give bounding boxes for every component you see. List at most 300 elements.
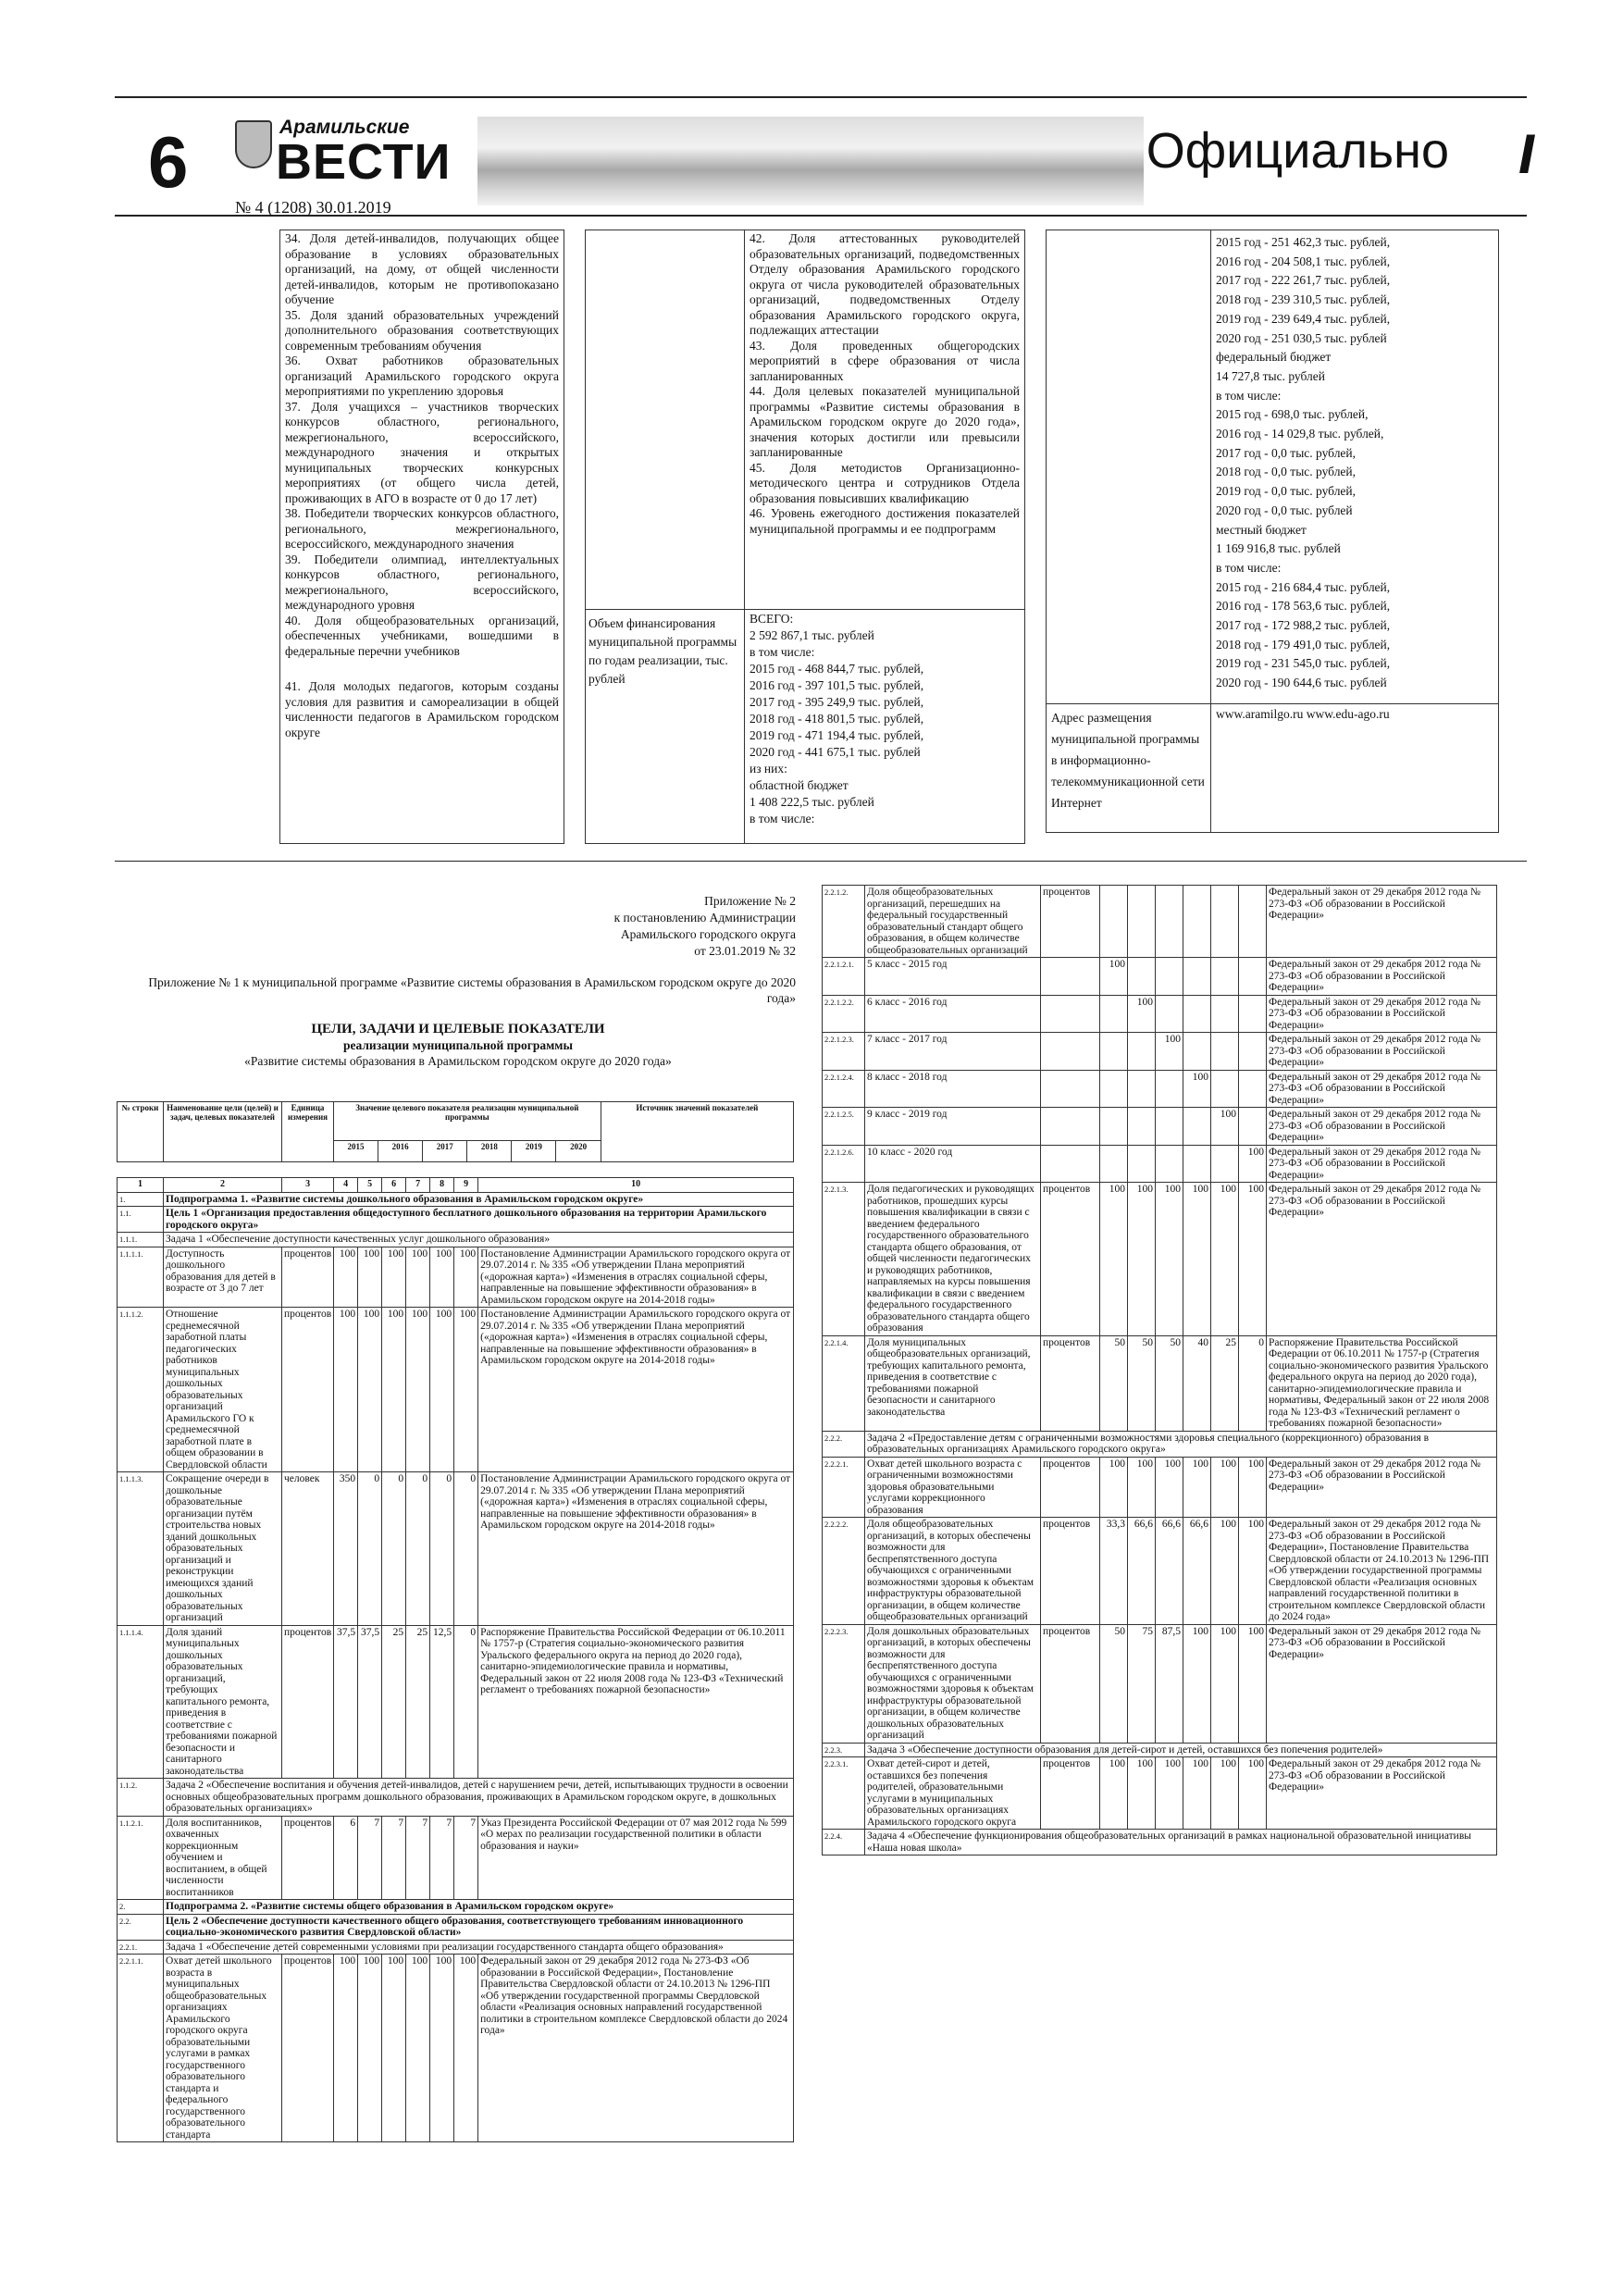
value-2020: 100 <box>454 1247 478 1308</box>
value-2017: 0 <box>382 1472 406 1626</box>
table-row <box>823 1624 1497 1743</box>
row-number: 2. <box>118 1900 164 1915</box>
value-2019 <box>1211 1145 1239 1183</box>
col-number: 10 <box>478 1178 794 1193</box>
value-2016 <box>1128 1108 1156 1146</box>
unit: процентов <box>1041 1183 1100 1336</box>
table-num-row <box>118 1178 794 1193</box>
section-title: Официально <box>1146 123 1449 179</box>
table-row <box>118 1900 794 1915</box>
indicator-name: Доля общеобразовательных организаций, в которых обеспечены возможности для беспрепятственного доступа обучающихся с ограниченными возможностями здоровья к объектам инфраструктуры образовательной организации, в общем количестве общеобразовательных организаций <box>865 1518 1041 1625</box>
indicator-name: Отношение среднемесячной заработной платы педагогических работников муниципальных дошкольных образовательных организаций Арамильского ГО к среднемесячной заработной плате в общем образовании в Свердловской области <box>164 1308 282 1472</box>
finance-line: 2017 год - 395 249,9 тыс. рублей, <box>750 695 924 709</box>
value-2016: 100 <box>358 1955 382 2142</box>
middle-rule <box>115 861 1527 862</box>
row-heading: Задача 1 «Обеспечение детей современными условиями при реализации государственного стандарта общего образования» <box>164 1940 794 1955</box>
value-2019: 100 <box>430 1308 454 1472</box>
value-2018: 100 <box>1183 1457 1211 1518</box>
row-number: 1.1.2. <box>118 1779 164 1817</box>
finance-label: Объем финансирования муниципальной программы по годам реализации, тыс. рублей <box>588 616 737 686</box>
value-2020: 0 <box>1239 1335 1267 1431</box>
row-number: 2.2.2.3. <box>823 1624 865 1743</box>
value-2015: 100 <box>1100 1757 1128 1830</box>
source: Распоряжение Правительства Российской Федерации от 06.10.2011 № 1757-р (Стратегия социально-экономического развития Уральского федерального округа на период до 2020 года), санитарно-эпидемиологические правила и нормативы, Федеральный закон от 22 июля 2008 года № 123-ФЗ «Технический регламент о требованиях пожарной безопасности» <box>478 1625 794 1779</box>
value-2019 <box>1211 1070 1239 1108</box>
row-number: 2.2. <box>118 1914 164 1940</box>
col1-item: 39. Победители олимпиад, интеллектуальных конкурсов областного, регионального, межрегионального, всероссийского, международного уровня <box>285 552 559 612</box>
col1-item: 34. Доля детей-инвалидов, получающих общее образование в условиях образовательных организаций, на дому, от общей численности детей-инвалидов, которым не противопоказано обучение <box>285 231 559 306</box>
value-2019 <box>1211 1033 1239 1071</box>
table-row <box>118 1472 794 1626</box>
finance-line: ВСЕГО: <box>750 612 794 626</box>
col3-line: 2016 год - 178 563,6 тыс. рублей, <box>1216 599 1391 614</box>
value-2016: 100 <box>1128 1183 1156 1336</box>
indicator-name: Доля муниципальных общеобразовательных организаций, требующих капитального ремонта, приведения в соответствие с требованиями пожарной безопасности и санитарного законодательства <box>865 1335 1041 1431</box>
unit <box>1041 1145 1100 1183</box>
table-row <box>118 1816 794 1900</box>
source: Федеральный закон от 29 декабря 2012 года № 273-ФЗ «Об образовании в Российской Федерации» <box>1267 1145 1497 1183</box>
value-2018: 100 <box>1183 1757 1211 1830</box>
table-row <box>823 958 1497 996</box>
row-number: 2.2.1.2.3. <box>823 1033 865 1071</box>
value-2017: 100 <box>382 1308 406 1472</box>
finance-line: 2020 год - 441 675,1 тыс. рублей <box>750 745 921 759</box>
unit: процентов <box>1041 1624 1100 1743</box>
row-heading: Задача 1 «Обеспечение доступности качественных услуг дошкольного образования» <box>164 1233 794 1247</box>
table-row <box>118 1914 794 1940</box>
row-number: 1.1. <box>118 1207 164 1233</box>
source: Федеральный закон от 29 декабря 2012 года № 273-ФЗ «Об образовании в Российской Федерации» <box>1267 886 1497 958</box>
source: Федеральный закон от 29 декабря 2012 года № 273-ФЗ «Об образовании в Российской Федерации» <box>1267 1070 1497 1108</box>
row-number: 1.1.1.3. <box>118 1472 164 1626</box>
table-row <box>823 1743 1497 1757</box>
row-number: 2.2.1.2. <box>823 886 865 958</box>
value-2015: 100 <box>1100 1183 1128 1336</box>
value-2018: 100 <box>1183 1624 1211 1743</box>
table-row <box>118 1940 794 1955</box>
value-2015: 33,3 <box>1100 1518 1128 1625</box>
col3-line: 1 169 916,8 тыс. рублей <box>1216 541 1341 556</box>
unit: процентов <box>1041 886 1100 958</box>
value-2019: 100 <box>430 1247 454 1308</box>
unit: процентов <box>282 1247 334 1308</box>
value-2016: 100 <box>358 1308 382 1472</box>
value-2016 <box>1128 1070 1156 1108</box>
value-2016: 37,5 <box>358 1625 382 1779</box>
row-heading: Цель 1 «Организация предоставления общедоступного бесплатного дошкольного образования на территории Арамильского городского округа» <box>164 1207 794 1233</box>
row-number: 2.2.3. <box>823 1743 865 1757</box>
unit <box>1041 1033 1100 1071</box>
value-2015 <box>1100 1108 1128 1146</box>
finance-hline <box>585 609 1025 610</box>
row-number: 2.2.1.3. <box>823 1183 865 1336</box>
value-2020: 0 <box>454 1472 478 1626</box>
value-2015 <box>1100 1145 1128 1183</box>
col1-list <box>285 231 559 740</box>
value-2018: 40 <box>1183 1335 1211 1431</box>
source: Указ Президента Российской Федерации от 07 мая 2012 года № 599 «О мерах по реализации государственной политики в области образования и науки» <box>478 1816 794 1900</box>
address-hline <box>1046 703 1499 704</box>
row-heading: Подпрограмма 2. «Развитие системы общего образования в Арамильском городском округе» <box>164 1900 794 1915</box>
value-2018: 100 <box>1183 1070 1211 1108</box>
col3-values <box>1216 233 1493 693</box>
value-2020 <box>1239 886 1267 958</box>
col2-list <box>750 231 1020 537</box>
value-2019: 100 <box>430 1955 454 2142</box>
source: Федеральный закон от 29 декабря 2012 года № 273-ФЗ «Об образовании в Российской Федерации» <box>1267 1624 1497 1743</box>
value-2016: 66,6 <box>1128 1518 1156 1625</box>
value-2016 <box>1128 886 1156 958</box>
finance-line: в том числе: <box>750 812 815 825</box>
indicator-name: 7 класс - 2017 год <box>865 1033 1041 1071</box>
indicator-name: 9 класс - 2019 год <box>865 1108 1041 1146</box>
value-2017: 100 <box>1156 1457 1183 1518</box>
col-number: 1 <box>118 1178 164 1193</box>
value-2016: 100 <box>1128 995 1156 1033</box>
unit: процентов <box>1041 1457 1100 1518</box>
row-number: 2.2.1.2.1. <box>823 958 865 996</box>
th-year: 2017 <box>423 1140 467 1161</box>
col2-item: 46. Уровень ежегодного достижения показателей муниципальной программы и ее подпрограмм <box>750 506 1020 536</box>
value-2015: 100 <box>334 1247 358 1308</box>
table-row <box>118 1308 794 1472</box>
table-row <box>823 886 1497 958</box>
unit: человек <box>282 1472 334 1626</box>
indicator-name: 5 класс - 2015 год <box>865 958 1041 996</box>
value-2018: 25 <box>406 1625 430 1779</box>
source: Федеральный закон от 29 декабря 2012 года № 273-ФЗ «Об образовании в Российской Федерации» <box>1267 1183 1497 1336</box>
finance-line: 2 592 867,1 тыс. рублей <box>750 628 874 642</box>
header-photo <box>477 117 1144 205</box>
value-2020: 7 <box>454 1816 478 1900</box>
value-2020 <box>1239 958 1267 996</box>
value-2017: 100 <box>1156 1183 1183 1336</box>
col3-line: 2020 год - 0,0 тыс. рублей <box>1216 503 1353 517</box>
col2-item: 43. Доля проведенных общегородских мероприятий в сфере образования от числа запланированных <box>750 338 1020 383</box>
finance-line: 2018 год - 418 801,5 тыс. рублей, <box>750 712 924 726</box>
value-2015: 100 <box>334 1955 358 2142</box>
value-2019: 25 <box>1211 1335 1239 1431</box>
value-2020: 100 <box>1239 1757 1267 1830</box>
row-number: 2.2.4. <box>823 1830 865 1855</box>
table-row <box>823 1431 1497 1457</box>
value-2018: 7 <box>406 1816 430 1900</box>
value-2015 <box>1100 1033 1128 1071</box>
col1-item: 37. Доля учащихся – участников творческих конкурсов областного, регионального, межрегионального, всероссийского, международного значения и открытых муниципальных творческих конкурсных мероприятиях (от общего числа детей, проживающих в АГО в возрасте от 0 до 17 лет) <box>285 399 559 505</box>
col3-line: 2017 год - 172 988,2 тыс. рублей, <box>1216 618 1391 633</box>
value-2015: 6 <box>334 1816 358 1900</box>
col1-item: 40. Доля общеобразовательных организаций, обеспеченных учебниками, вошедшими в федеральные перечни учебников <box>285 613 559 658</box>
indicator-name: 8 класс - 2018 год <box>865 1070 1041 1108</box>
row-number: 2.2.1.4. <box>823 1335 865 1431</box>
title-1: ЦЕЛИ, ЗАДАЧИ И ЦЕЛЕВЫЕ ПОКАЗАТЕЛИ <box>311 1022 605 1036</box>
value-2017: 66,6 <box>1156 1518 1183 1625</box>
row-number: 1.1.1.1. <box>118 1247 164 1308</box>
col-number: 3 <box>282 1178 334 1193</box>
source: Федеральный закон от 29 декабря 2012 года № 273-ФЗ «Об образовании в Российской Федерации», Постановление Правительства Свердловской области от 24.10.2013 № 1296-ПП «Об утверждении государственной программы Свердловской области «Реализация основных направлений государственной политики в строительном комплексе Свердловской области до 2024 года» <box>1267 1518 1497 1625</box>
finance-line: 2016 год - 397 101,5 тыс. рублей, <box>750 678 924 692</box>
appendix-line3: Арамильского городского округа <box>620 927 796 941</box>
table-row <box>823 1830 1497 1855</box>
value-2018 <box>1183 995 1211 1033</box>
value-2019: 7 <box>430 1816 454 1900</box>
indicator-name: Доля зданий муниципальных дошкольных образовательных организаций, требующих капитального ремонта, приведения в соответствие с требованиями пожарной безопасности и санитарного законодательства <box>164 1625 282 1779</box>
col3-line: 2015 год - 251 462,3 тыс. рублей, <box>1216 235 1391 249</box>
value-2017 <box>1156 1070 1183 1108</box>
value-2019: 100 <box>1211 1183 1239 1336</box>
value-2019: 100 <box>1211 1757 1239 1830</box>
address-value: www.aramilgo.ru www.edu-ago.ru <box>1216 707 1390 721</box>
value-2019: 100 <box>1211 1518 1239 1625</box>
row-number: 2.2.1.2.5. <box>823 1108 865 1146</box>
source: Постановление Администрации Арамильского городского округа от 29.07.2014 г. № 335 «Об утверждении Плана мероприятий («дорожная карта») «Изменения в отраслях социальной сферы, направленные на повышение эффективности образования» в Арамильском городском округе на 2014-2018 годы» <box>478 1308 794 1472</box>
value-2016: 100 <box>358 1247 382 1308</box>
unit: процентов <box>282 1816 334 1900</box>
th-year: 2015 <box>334 1140 378 1161</box>
col3-line: 2018 год - 239 310,5 тыс. рублей, <box>1216 292 1391 307</box>
row-number: 2.2.1.2.6. <box>823 1145 865 1183</box>
value-2016: 0 <box>358 1472 382 1626</box>
col3-line: 2016 год - 14 029,8 тыс. рублей, <box>1216 427 1384 441</box>
col-number: 2 <box>164 1178 282 1193</box>
th-num: № строки <box>118 1102 164 1162</box>
value-2020: 100 <box>454 1955 478 2142</box>
page-header <box>115 93 1527 217</box>
col3-line: 2017 год - 0,0 тыс. рублей, <box>1216 445 1357 460</box>
source: Федеральный закон от 29 декабря 2012 года № 273-ФЗ «Об образовании в Российской Федерации» <box>1267 995 1497 1033</box>
unit: процентов <box>282 1625 334 1779</box>
value-2018 <box>1183 1108 1211 1146</box>
value-2017 <box>1156 1108 1183 1146</box>
value-2018: 100 <box>406 1247 430 1308</box>
value-2020 <box>1239 995 1267 1033</box>
value-2019: 100 <box>1211 1457 1239 1518</box>
value-2018: 100 <box>406 1955 430 2142</box>
col-number: 5 <box>358 1178 382 1193</box>
unit: процентов <box>1041 1518 1100 1625</box>
col3-line: 2015 год - 698,0 тыс. рублей, <box>1216 407 1369 422</box>
value-2015 <box>1100 886 1128 958</box>
value-2016 <box>1128 1033 1156 1071</box>
col2-divider <box>744 230 745 844</box>
th-unit: Единица измерения <box>282 1102 334 1162</box>
table-row <box>118 1207 794 1233</box>
finance-line: 1 408 222,5 тыс. рублей <box>750 795 874 809</box>
value-2015 <box>1100 995 1128 1033</box>
th-year: 2020 <box>556 1140 601 1161</box>
value-2017: 100 <box>1156 1033 1183 1071</box>
th-values: Значение целевого показателя реализации муниципальной программы <box>334 1102 601 1141</box>
value-2015 <box>1100 1070 1128 1108</box>
col-number: 8 <box>430 1178 454 1193</box>
source: Федеральный закон от 29 декабря 2012 года № 273-ФЗ «Об образовании в Российской Федерации» <box>1267 1108 1497 1146</box>
unit: процентов <box>1041 1757 1100 1830</box>
value-2017: 25 <box>382 1625 406 1779</box>
row-number: 1.1.2.1. <box>118 1816 164 1900</box>
row-number: 2.2.1. <box>118 1940 164 1955</box>
source: Распоряжение Правительства Российской Федерации от 06.10.2011 № 1757-р (Стратегия социально-экономического развития Уральского федерального округа на период до 2020 года), санитарно-эпидемиологические правила и нормативы, Федеральный закон от 22 июля 2008 года № 123-ФЗ «Технический регламент о требованиях пожарной безопасности» <box>1267 1335 1497 1431</box>
brand-small: Арамильские <box>279 117 410 138</box>
col3-line: 2020 год - 190 644,6 тыс. рублей <box>1216 676 1387 690</box>
value-2020: 100 <box>1239 1457 1267 1518</box>
value-2020: 100 <box>1239 1624 1267 1743</box>
indicator-name: Доля педагогических и руководящих работников, прошедших курсы повышения квалификации в связи с введением федерального государственного образовательного стандарта общего образования, от общей численности педагогических и руководящих работников, направляемых на курсы повышения квалификации в связи с введением федерального государственного образовательного стандарта общего образования <box>865 1183 1041 1336</box>
row-heading: Цель 2 «Обеспечение доступности качественного общего образования, соответствующего требованиям инновационного социально-экономического развития Свердловской области» <box>164 1914 794 1940</box>
value-2018: 0 <box>406 1472 430 1626</box>
row-number: 1. <box>118 1192 164 1207</box>
col3-line: в том числе: <box>1216 388 1282 403</box>
finance-line: 2015 год - 468 844,7 тыс. рублей, <box>750 662 924 676</box>
table-row <box>823 1457 1497 1518</box>
value-2017 <box>1156 886 1183 958</box>
table-row <box>118 1779 794 1817</box>
page-number: 6 <box>148 121 189 203</box>
col1-item: 41. Доля молодых педагогов, которым созданы условия для развития и самореализации в общей численности педагогов в Арамильском городском округе <box>285 679 559 739</box>
value-2017: 100 <box>382 1247 406 1308</box>
value-2018: 100 <box>406 1308 430 1472</box>
col2-item: 45. Доля методистов Организационно-методического центра и сотрудников Отдела образования повысивших квалификацию <box>750 460 1020 505</box>
appendix-line1: Приложение № 2 <box>704 894 796 908</box>
appendix-line2: к постановлению Администрации <box>613 911 796 925</box>
table-row <box>118 1955 794 2142</box>
value-2015: 350 <box>334 1472 358 1626</box>
value-2015: 50 <box>1100 1624 1128 1743</box>
table-row <box>118 1233 794 1247</box>
th-year: 2018 <box>467 1140 512 1161</box>
col3-line: 14 727,8 тыс. рублей <box>1216 368 1325 383</box>
value-2019: 100 <box>1211 1624 1239 1743</box>
indicator-name: Доля дошкольных образовательных организаций, в которых обеспечены возможности для беспрепятственного доступа обучающихся с ограниченными возможностями здоровья к объектам инфраструктуры образовательной организации, в общем количестве дошкольных образовательных организаций <box>865 1624 1041 1743</box>
value-2015: 100 <box>1100 1457 1128 1518</box>
col3-line: 2016 год - 204 508,1 тыс. рублей, <box>1216 254 1391 268</box>
finance-line: областной бюджет <box>750 778 849 792</box>
col2-item: 42. Доля аттестованных руководителей образовательных организаций, подведомственных Отделу образования Арамильского городского округа от числа руководителей образовательных организаций, подведомственных Отделу образования Арамильского городского округа, подлежащих аттестации <box>750 231 1020 337</box>
col2-item: 44. Доля целевых показателей муниципальной программы «Развитие системы образования в Арамильском городском округе до 2020 года», значения которых достигли или превысили запланированные <box>750 384 1020 459</box>
value-2017 <box>1156 958 1183 996</box>
value-2017: 50 <box>1156 1335 1183 1431</box>
value-2015: 50 <box>1100 1335 1128 1431</box>
source: Федеральный закон от 29 декабря 2012 года № 273-ФЗ «Об образовании в Российской Федерации» <box>1267 1033 1497 1071</box>
value-2016: 75 <box>1128 1624 1156 1743</box>
table-row <box>118 1192 794 1207</box>
table-row <box>823 995 1497 1033</box>
col1-item: 35. Доля зданий образовательных учреждений дополнительного образования соответствующих современным требованиям обучения <box>285 307 559 353</box>
th-year: 2016 <box>378 1140 423 1161</box>
table-row <box>823 1335 1497 1431</box>
value-2015: 37,5 <box>334 1625 358 1779</box>
table-row <box>823 1145 1497 1183</box>
value-2019 <box>1211 995 1239 1033</box>
indicator-name: 10 класс - 2020 год <box>865 1145 1041 1183</box>
indicator-name: Доступность дошкольного образования для детей в возрасте от 3 до 7 лет <box>164 1247 282 1308</box>
value-2017: 100 <box>382 1955 406 2142</box>
value-2016 <box>1128 958 1156 996</box>
col1-item: 38. Победители творческих конкурсов областного, регионального, межрегионального, всероссийского, международного значения <box>285 506 559 551</box>
table-right <box>822 885 1497 1855</box>
row-number: 1.1.1. <box>118 1233 164 1247</box>
col-number: 7 <box>406 1178 430 1193</box>
value-2020: 100 <box>1239 1518 1267 1625</box>
row-number: 2.2.2.2. <box>823 1518 865 1625</box>
value-2017: 100 <box>1156 1757 1183 1830</box>
value-2020: 100 <box>1239 1145 1267 1183</box>
unit <box>1041 1070 1100 1108</box>
row-heading: Подпрограмма 1. «Развитие системы дошкольного образования в Арамильском городском округе» <box>164 1192 794 1207</box>
value-2017 <box>1156 995 1183 1033</box>
table-row <box>118 1247 794 1308</box>
brand-logo <box>235 111 452 217</box>
col3-line: 2019 год - 231 545,0 тыс. рублей, <box>1216 656 1391 671</box>
value-2018: 66,6 <box>1183 1518 1211 1625</box>
source: Постановление Администрации Арамильского городского округа от 29.07.2014 г. № 335 «Об утверждении Плана мероприятий («дорожная карта») «Изменения в отраслях социальной сферы, направленные на повышение эффективности образования» в Арамильском городском округе на 2014-2018 годы» <box>478 1247 794 1308</box>
issue-info: № 4 (1208) 30.01.2019 <box>235 198 391 217</box>
unit <box>1041 995 1100 1033</box>
value-2017: 87,5 <box>1156 1624 1183 1743</box>
row-number: 2.2.2.1. <box>823 1457 865 1518</box>
table-header <box>117 1101 794 1162</box>
table-row <box>823 1033 1497 1071</box>
value-2018 <box>1183 886 1211 958</box>
indicator-name: Охват детей школьного возраста с ограниченными возможностями здоровья образовательными услугами коррекционного образования <box>865 1457 1041 1518</box>
col3-line: 2019 год - 239 649,4 тыс. рублей, <box>1216 311 1391 326</box>
value-2019: 12,5 <box>430 1625 454 1779</box>
col3-divider <box>1210 230 1211 833</box>
row-number: 2.2.3.1. <box>823 1757 865 1830</box>
finance-line: в том числе: <box>750 645 815 659</box>
th-year: 2019 <box>512 1140 556 1161</box>
value-2020: 0 <box>454 1625 478 1779</box>
indicator-name: Охват детей-сирот и детей, оставшихся без попечения родителей, образовательными услугами в муниципальных образовательных организациях Арамильского городского округа <box>865 1757 1041 1830</box>
coat-of-arms-icon <box>235 120 272 168</box>
unit: процентов <box>282 1955 334 2142</box>
row-heading: Задача 3 «Обеспечение доступности образования для детей-сирот и детей, оставшихся без попечения родителей» <box>865 1743 1497 1757</box>
title-2: реализации муниципальной программы <box>342 1038 574 1052</box>
unit <box>1041 1108 1100 1146</box>
finance-line: 2019 год - 471 194,4 тыс. рублей, <box>750 728 924 742</box>
row-number: 2.2.1.2.4. <box>823 1070 865 1108</box>
source: Федеральный закон от 29 декабря 2012 года № 273-ФЗ «Об образовании в Российской Федерации», Постановление Правительства Свердловской области от 24.10.2013 № 1296-ПП «Об утверждении государственной программы Свердловской области «Реализация основных направлений государственной политики в строительном комплексе Свердловской области до 2024 года» <box>478 1955 794 2142</box>
value-2018 <box>1183 958 1211 996</box>
table-left <box>117 1177 794 2142</box>
value-2016: 100 <box>1128 1757 1156 1830</box>
source: Постановление Администрации Арамильского городского округа от 29.07.2014 г. № 335 «Об утверждении Плана мероприятий («дорожная карта») «Изменения в отраслях социальной сферы, направленные на повышение эффективности образования» в Арамильском городском округе на 2014-2018 годы» <box>478 1472 794 1626</box>
value-2019: 0 <box>430 1472 454 1626</box>
value-2018 <box>1183 1033 1211 1071</box>
value-2019 <box>1211 886 1239 958</box>
col1-item: 36. Охват работников образовательных организаций Арамильского городского округа мероприятиями по укреплению здоровья <box>285 354 559 398</box>
value-2017 <box>1156 1145 1183 1183</box>
col3-line: местный бюджет <box>1216 522 1307 537</box>
table-row <box>823 1070 1497 1108</box>
col3-line: 2018 год - 179 491,0 тыс. рублей, <box>1216 637 1391 652</box>
table-row <box>823 1757 1497 1830</box>
appendix-line4: от 23.01.2019 № 32 <box>694 944 796 958</box>
indicator-name: Охват детей школьного возраста в муниципальных общеобразовательных организациях Арамильского городского округа образовательными услугами в рамках государственного образовательного стандарта и федерального государственного образовательного стандарта <box>164 1955 282 2142</box>
value-2016: 7 <box>358 1816 382 1900</box>
row-heading: Задача 2 «Обеспечение воспитания и обучения детей-инвалидов, детей с нарушением речи, детей, испытывающих трудности в освоении основных общеобразовательных программ дошкольного образования, проживающих в Арамильском городском округе, в дошкольных образовательных организациях» <box>164 1779 794 1817</box>
col3-line: федеральный бюджет <box>1216 350 1332 365</box>
indicator-name: Доля общеобразовательных организаций, перешедших на федеральный государственный образовательный стандарт общего образования, в общем количестве общеобразовательных организаций <box>865 886 1041 958</box>
appendix-line5: Приложение № 1 к муниципальной программе «Развитие системы образования в Арамильском городском округе до 2020 года» <box>148 975 796 1005</box>
value-2019: 100 <box>1211 1108 1239 1146</box>
indicator-name: Сокращение очереди в дошкольные образовательные организации путём строительства новых зданий дошкольных образовательных организаций и реконструкции имеющихся зданий дошкольных образовательных организаций <box>164 1472 282 1626</box>
row-number: 2.2.1.2.2. <box>823 995 865 1033</box>
finance-line: из них: <box>750 762 787 776</box>
unit <box>1041 958 1100 996</box>
col3-line: 2020 год - 251 030,5 тыс. рублей <box>1216 330 1387 345</box>
indicator-name: 6 класс - 2016 год <box>865 995 1041 1033</box>
row-heading: Задача 4 «Обеспечение функционирования общеобразовательных организаций в рамках национальной образовательной инициативы «Наша новая школа» <box>865 1830 1497 1855</box>
